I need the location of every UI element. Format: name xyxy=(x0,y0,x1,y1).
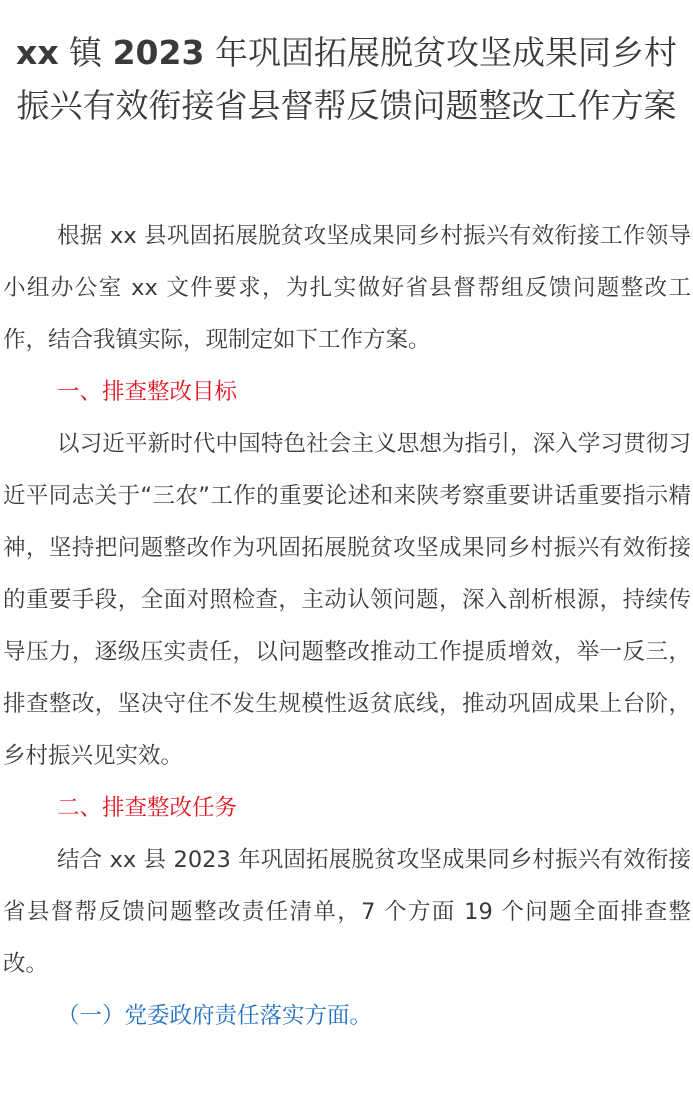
document-title xyxy=(0,26,693,132)
section-heading-tasks: 二、排查整改任务 xyxy=(57,795,238,821)
intro-paragraph: 根据 xx 县巩固拓展脱贫攻坚成果同乡村振兴有效衔接工作领导小组办公室 xx 文件要求，为扎实做好省县督帮组反馈问题整改工作，结合我镇实际，现制定如下工作方案。 xyxy=(3,223,691,353)
title-town-word: 镇 xyxy=(58,33,113,72)
tasks-paragraph: 结合 xx 县 2023 年巩固拓展脱贫攻坚成果同乡村振兴有效衔接省县督帮反馈问题整改责任清单，7 个方面 19 个问题全面排查整改。 xyxy=(3,847,691,977)
goals-paragraph: 以习近平新时代中国特色社会主义思想为指引，深入学习贯彻习近平同志关于“三农”工作的重要论述和来陕考察重要讲话重要指示精神，坚持把问题整改作为巩固拓展脱贫攻坚成果同乡村振兴有效衔接的重要手段，全面对照检查，主动认领问题，深入剖析根源，持续传导压力，逐级压实责任，以问题整改推动工作提质增效，举一反三，排查整改，坚决守住不发生规模性返贫底线，推动巩固成果上台阶，乡村振兴见实效。 xyxy=(3,431,691,769)
title-year: 2023 xyxy=(112,33,205,72)
section-heading-goals: 一、排查整改目标 xyxy=(57,379,238,405)
subsection-heading-party-responsibility: （一）党委政府责任落实方面。 xyxy=(57,1003,373,1029)
title-town-prefix: xx xyxy=(16,33,59,72)
document-body xyxy=(3,210,691,1042)
title-rest: 年巩固拓展脱贫攻坚成果同乡村振兴有效衔接省县督帮反馈问题整改工作方案 xyxy=(16,33,677,125)
